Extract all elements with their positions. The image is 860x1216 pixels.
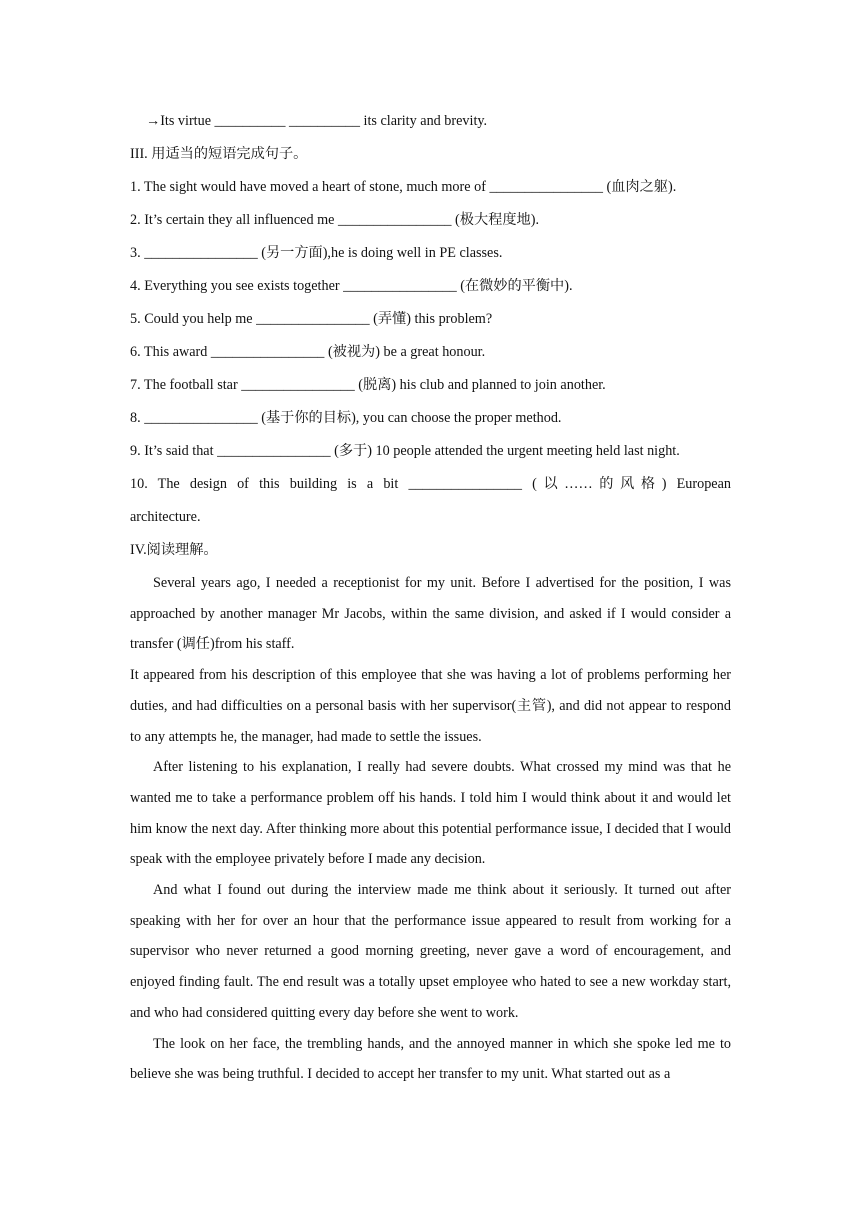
exercise-item-10: 10. The design of this building is a bit ________________ (以……的风格) European	[130, 476, 731, 492]
passage-paragraph: Several years ago, I needed a receptionist for my unit. Before I advertised for the position, I was approached by another manager Mr Jacobs, within the same division, and asked if I would consider a transfer (调任)from his staff.	[130, 575, 731, 653]
exercise-item-2: 2. It’s certain they all influenced me ________________ (极大程度地).	[130, 212, 539, 228]
passage-paragraph: It appeared from his description of this employee that she was having a lot of problems performing her duties, and had difficulties on a personal basis with her supervisor(主管), and did not appear to respond to any attempts he, the manager, had made to settle the issues.	[130, 667, 731, 745]
section-iii-heading: III. 用适当的短语完成句子。	[130, 146, 308, 162]
exercise-section	[130, 105, 731, 567]
exercise-item-1: 1. The sight would have moved a heart of stone, much more of ________________ (血肉之躯).	[130, 179, 677, 195]
exercise-item-3: 3. ________________ (另一方面),he is doing well in PE classes.	[130, 245, 503, 261]
exercise-item-5: 5. Could you help me ________________ (弄懂) this problem?	[130, 311, 493, 327]
exercise-item-4: 4. Everything you see exists together ________________ (在微妙的平衡中).	[130, 278, 573, 294]
exercise-item-6: 6. This award ________________ (被视为) be a great honour.	[130, 344, 486, 360]
exercise-item-9: 9. It’s said that ________________ (多于) 10 people attended the urgent meeting held last night.	[130, 443, 680, 459]
passage-paragraph: And what I found out during the interview made me think about it seriously. It turned out after speaking with her for over an hour that the performance issue appeared to result from working for a supervisor who never returned a good morning greeting, never gave a word of encouragement, and enjoyed finding fault. The end result was a totally upset employee who hated to see a new workday start, and who had considered quitting every day before she went to work.	[130, 882, 731, 1021]
passage-paragraph: The look on her face, the trembling hands, and the annoyed manner in which she spoke led me to believe she was being truthful. I decided to accept her transfer to my unit. What started out as a	[130, 1035, 731, 1083]
section-iv-heading: IV.阅读理解。	[130, 542, 218, 558]
exercise-item-8: 8. ________________ (基于你的目标), you can choose the proper method.	[130, 410, 562, 426]
passage-paragraph: After listening to his explanation, I really had severe doubts. What crossed my mind was that he wanted me to take a performance problem off his hands. I told him I would think about it and would let him know the next day. After thinking more about this potential performance issue, I decided that I would speak with the employee privately before I made any decision.	[130, 759, 731, 868]
exercise-item-7: 7. The football star ________________ (脱离) his club and planned to join another.	[130, 377, 606, 393]
section-ii-last-line: →Its virtue __________ __________ its clarity and brevity.	[146, 113, 488, 129]
exercise-item-10-continued: architecture.	[130, 509, 201, 525]
reading-passage	[130, 568, 731, 1090]
